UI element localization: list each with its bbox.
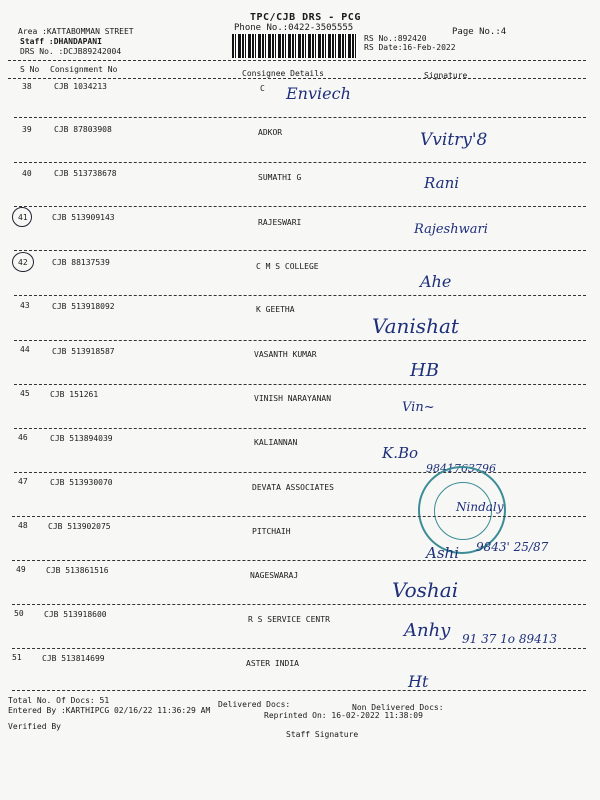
row-signature: Nindaly — [456, 500, 504, 514]
staff-signature: Staff Signature — [286, 730, 359, 739]
row-consignment: CJB 513902075 — [48, 522, 111, 531]
row-divider — [14, 250, 586, 251]
delivered-docs: Delivered Docs: — [218, 700, 291, 709]
row-consignee: SUMATHI G — [258, 173, 302, 182]
row-consignee: VASANTH KUMAR — [254, 350, 317, 359]
row-signature: Rajeshwari — [414, 222, 488, 237]
row-consignee: ADKOR — [258, 128, 283, 137]
phone-number: Phone No.:0422-3505555 — [234, 23, 354, 33]
row-divider — [14, 428, 586, 429]
row-consignment: CJB 513894039 — [50, 434, 113, 443]
barcode — [232, 34, 358, 58]
row-signature: Vin~ — [402, 400, 435, 415]
row-sno: 45 — [20, 389, 30, 398]
row-sno: 42 — [18, 258, 28, 267]
row-sno: 39 — [22, 125, 32, 134]
col-signature: Signature — [424, 71, 468, 80]
row-consignment: CJB 88137539 — [52, 258, 110, 267]
row-consignment: CJB 87803908 — [54, 125, 112, 134]
row-signature: Anhy — [404, 620, 451, 641]
row-divider — [14, 295, 586, 296]
row-consignment: CJB 513918092 — [52, 302, 115, 311]
row-divider — [14, 162, 586, 163]
row-consignee: VINISH NARAYANAN — [254, 394, 332, 403]
col-consignee: Consignee Details — [242, 69, 324, 78]
page-number: Page No.:4 — [452, 27, 507, 37]
row-sno: 38 — [22, 82, 32, 91]
row-divider — [12, 690, 586, 691]
row-consignee: RAJESWARI — [258, 218, 302, 227]
row-signature: Ashi — [426, 544, 459, 562]
row-sno: 46 — [18, 433, 28, 442]
row-consignment: CJB 513814699 — [42, 654, 105, 663]
row-signature: Ht — [408, 672, 429, 691]
row-consignment: CJB 151261 — [50, 390, 99, 399]
row-divider — [12, 516, 586, 517]
row-sno: 44 — [20, 345, 30, 354]
handwritten-number: 91 37 1o 89413 — [462, 632, 558, 646]
row-divider — [12, 560, 586, 561]
row-signature: Vanishat — [372, 314, 459, 338]
row-sno: 49 — [16, 565, 26, 574]
row-signature: Voshai — [392, 578, 459, 602]
row-consignment: CJB 1034213 — [54, 82, 107, 91]
row-sno: 43 — [20, 301, 30, 310]
row-consignee: KALIANNAN — [254, 438, 298, 447]
row-sno: 51 — [12, 653, 22, 662]
row-consignee: R S SERVICE CENTR — [248, 615, 330, 624]
header-divider-top — [8, 60, 586, 61]
drs-number: DRS No. :DCJB89242004 — [20, 47, 122, 56]
verified-by: Verified By — [8, 722, 61, 731]
entered-by: Entered By :KARTHIPCG 02/16/22 11:36:29 AM — [8, 706, 211, 715]
row-sno: 50 — [14, 609, 24, 618]
area-label: Area :KATTABOMMAN STREET — [18, 27, 134, 36]
row-divider — [14, 117, 586, 118]
row-signature: Vvitry'8 — [420, 130, 488, 150]
row-signature: Rani — [424, 174, 460, 192]
row-sno: 48 — [18, 521, 28, 530]
rs-number: RS No.:892420 — [364, 34, 427, 43]
handwritten-phone-number: 9841763796 — [426, 462, 496, 475]
row-divider — [14, 206, 586, 207]
total-docs: Total No. Of Docs: 51 — [8, 696, 110, 705]
row-sno: 47 — [18, 477, 28, 486]
handwritten-date: 9843' 25/87 — [476, 540, 549, 554]
col-consignment: Consignment No — [50, 65, 118, 74]
row-consignee: ASTER INDIA — [246, 659, 299, 668]
row-signature: K.Bo — [382, 444, 419, 462]
row-signature: Ahe — [420, 272, 452, 291]
document-title: TPC/CJB DRS - PCG — [250, 12, 361, 23]
row-consignment: CJB 513918600 — [44, 610, 107, 619]
row-divider — [12, 604, 586, 605]
row-consignment: CJB 513861516 — [46, 566, 109, 575]
row-sno: 41 — [18, 213, 28, 222]
row-consignee: C — [260, 84, 265, 93]
header-divider-bottom — [8, 78, 586, 79]
row-sno: 40 — [22, 169, 32, 178]
non-delivered-docs: Non Delivered Docs: — [352, 703, 444, 712]
row-consignee: C M S COLLEGE — [256, 262, 319, 271]
rs-date: RS Date:16-Feb-2022 — [364, 43, 456, 52]
row-signature: Enviech — [286, 84, 351, 103]
reprinted-on: Reprinted On: 16-02-2022 11:38:09 — [264, 711, 423, 720]
row-divider — [12, 648, 586, 649]
row-consignment: CJB 513738678 — [54, 169, 117, 178]
row-divider — [14, 472, 586, 473]
row-consignment: CJB 513918587 — [52, 347, 115, 356]
col-s-no: S No — [20, 65, 40, 74]
row-consignee: NAGESWARAJ — [250, 571, 299, 580]
row-consignment: CJB 513930070 — [50, 478, 113, 487]
row-divider — [14, 340, 586, 341]
row-consignee: DEVATA ASSOCIATES — [252, 483, 334, 492]
row-consignee: PITCHAIH — [252, 527, 291, 536]
staff-label: Staff :DHANDAPANI — [20, 37, 102, 46]
row-signature: HB — [410, 360, 439, 381]
row-consignee: K GEETHA — [256, 305, 295, 314]
row-divider — [14, 384, 586, 385]
row-consignment: CJB 513909143 — [52, 213, 115, 222]
